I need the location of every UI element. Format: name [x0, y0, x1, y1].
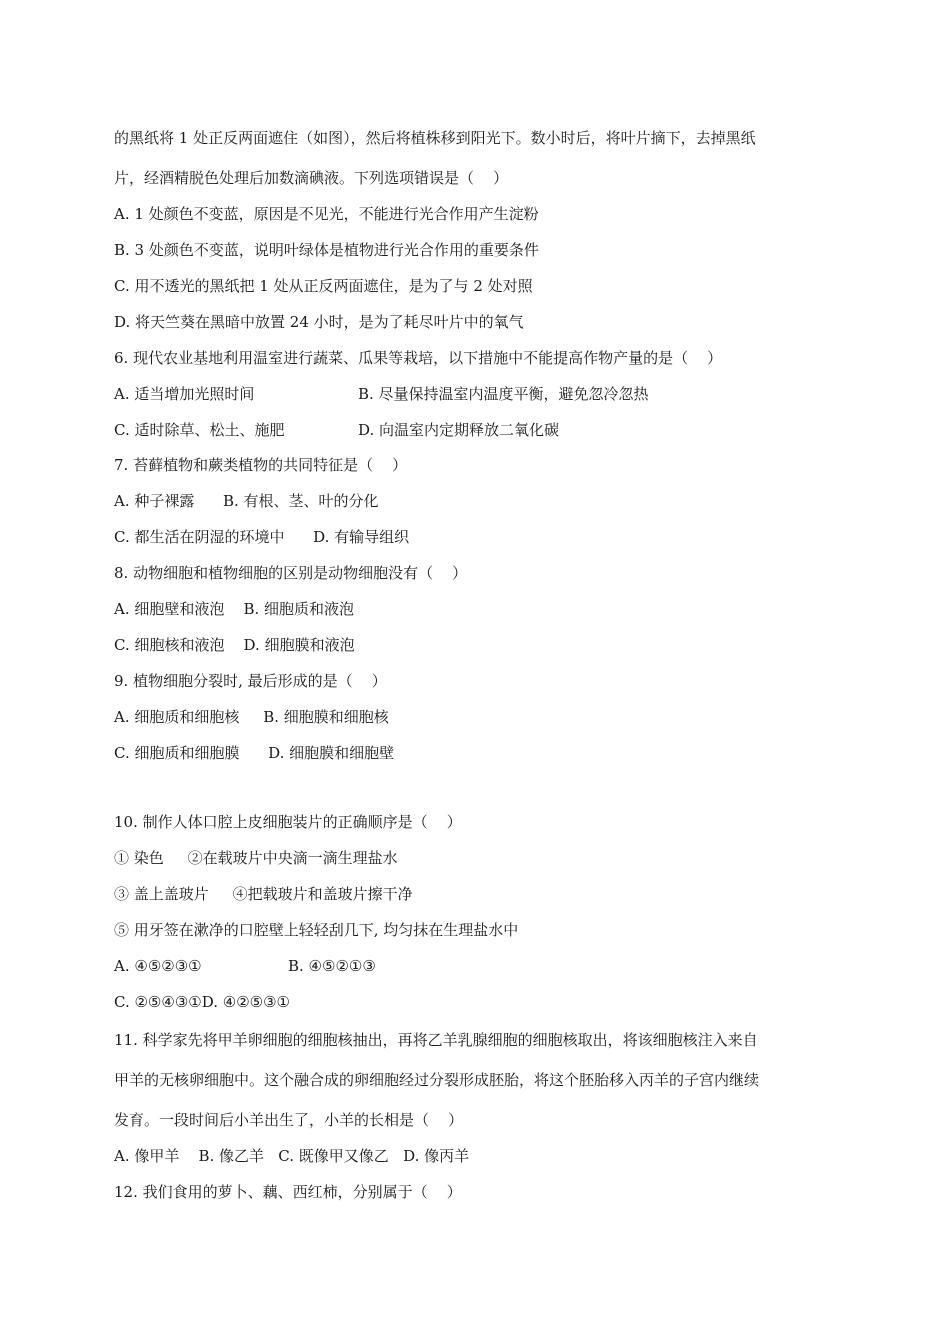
options-abcd: A. 像甲羊 B. 像乙羊 C. 既像甲又像乙 D. 像丙羊: [114, 1147, 470, 1165]
question-9: 9. 植物细胞分裂时, 最后形成的是（ ）: [114, 672, 387, 690]
option-a: A. ④⑤②③①: [114, 957, 202, 975]
option-b: B. 3 处颜色不变蓝，说明叶绿体是植物进行光合作用的重要条件: [114, 241, 539, 259]
step-line: ③ 盖上盖玻片 ④把载玻片和盖玻片擦干净: [114, 885, 413, 903]
question-6: 6. 现代农业基地利用温室进行蔬菜、瓜果等栽培，以下措施中不能提高作物产量的是（ ）: [114, 349, 723, 367]
options-cd: C. 细胞核和液泡 D. 细胞膜和液泡: [114, 636, 355, 654]
options-ab: A. 细胞壁和液泡 B. 细胞质和液泡: [114, 600, 355, 618]
options-cd: C. ②⑤④③①D. ④②⑤③①: [114, 993, 290, 1011]
step-line: ⑤ 用牙签在漱净的口腔壁上轻轻刮几下, 均匀抹在生理盐水中: [114, 921, 519, 939]
option-d: D. 向温室内定期释放二氧化碳: [358, 421, 560, 439]
question-8: 8. 动物细胞和植物细胞的区别是动物细胞没有（ ）: [114, 564, 468, 582]
text-line: 发育。一段时间后小羊出生了，小羊的长相是（ ）: [114, 1111, 464, 1129]
text-line: 甲羊的无核卵细胞中。这个融合成的卵细胞经过分裂形成胚胎，将这个胚胎移入丙羊的子宫内继续: [114, 1071, 760, 1089]
question-10: 10. 制作人体口腔上皮细胞装片的正确顺序是（ ）: [114, 813, 462, 831]
option-b: B. ④⑤②①③: [288, 957, 376, 975]
options-cd: C. 细胞质和细胞膜 D. 细胞膜和细胞壁: [114, 744, 395, 762]
text-line: 的黑纸将 1 处正反两面遮住（如图），然后将植株移到阳光下。数小时后，将叶片摘下，去掉黑纸: [114, 129, 756, 147]
option-b: B. 尽量保持温室内温度平衡，避免忽冷忽热: [358, 385, 649, 403]
option-a: A. 1 处颜色不变蓝，原因是不见光，不能进行光合作用产生淀粉: [114, 205, 539, 223]
option-c: C. 适时除草、松土、施肥: [114, 421, 285, 439]
text-line: 片，经酒精脱色处理后加数滴碘液。下列选项错误是（ ）: [114, 169, 509, 187]
question-7: 7. 苔藓植物和蕨类植物的共同特征是（ ）: [114, 456, 408, 474]
options-ab: A. 种子裸露 B. 有根、茎、叶的分化: [114, 492, 379, 510]
question-12: 12. 我们食用的萝卜、藕、西红柿，分别属于（ ）: [114, 1183, 462, 1201]
option-d: D. 将天竺葵在黑暗中放置 24 小时，是为了耗尽叶片中的氧气: [114, 313, 524, 331]
question-11: 11. 科学家先将甲羊卵细胞的细胞核抽出，再将乙羊乳腺细胞的细胞核取出，将该细胞核注入来自: [114, 1031, 758, 1049]
options-cd: C. 都生活在阴湿的环境中 D. 有输导组织: [114, 528, 410, 546]
step-line: ① 染色 ②在载玻片中央滴一滴生理盐水: [114, 849, 398, 867]
option-a: A. 适当增加光照时间: [114, 385, 255, 403]
options-ab: A. 细胞质和细胞核 B. 细胞膜和细胞核: [114, 708, 389, 726]
option-c: C. 用不透光的黑纸把 1 处从正反两面遮住，是为了与 2 处对照: [114, 277, 533, 295]
